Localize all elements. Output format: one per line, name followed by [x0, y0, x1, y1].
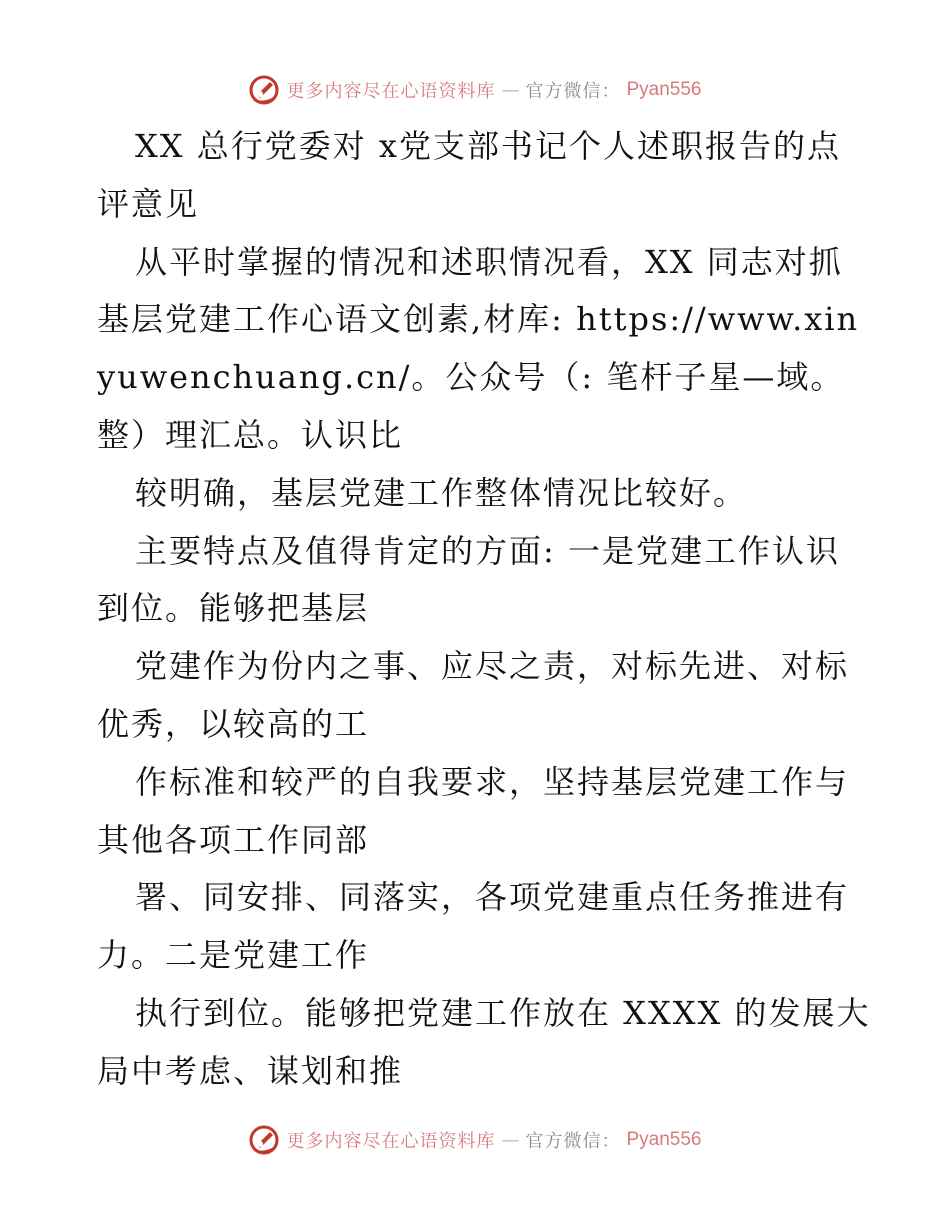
title-line-1: XX 总行党委对 x党支部书记个人述职报告的点 [135, 127, 841, 165]
footer-wechat-id: Pyan556 [626, 1129, 702, 1150]
footer-brand-text: 更多内容尽在心语资料库 [286, 1131, 496, 1152]
header-separator: — [501, 79, 520, 101]
paragraph-line: 党建作为份内之事、应尽之责，对标先进、对标 [135, 647, 850, 686]
paragraph-line: 作标准和较严的自我要求，坚持基层党建工作与 [135, 762, 850, 801]
paragraph-line: 其他各项工作同部 [97, 820, 370, 859]
header-wechat-id: Pyan556 [626, 79, 702, 100]
red-circle-logo-icon [248, 74, 280, 106]
paragraph-line: 较明确，基层党建工作整体情况比较好。 [135, 473, 748, 512]
document-body [97, 118, 871, 1101]
paragraph-line: 优秀，以较高的工 [97, 704, 370, 743]
header-official-label: 官方微信： [525, 81, 621, 102]
title-line-2: 评意见 [97, 184, 200, 223]
paragraph-line: 力。二是党建工作 [97, 936, 370, 975]
paragraph-line: 整）理汇总。认识比 [97, 415, 404, 454]
footer-official-label: 官方微信： [525, 1131, 621, 1152]
paragraph-line: 到位。能够把基层 [97, 589, 370, 628]
paragraph-line: 主要特点及值得肯定的方面: 一是党建工作认识 [135, 531, 840, 570]
paragraph-line: yuwenchuang.cn/。公众号（: 笔杆子星—域。 [97, 358, 845, 397]
paragraph-line: 署、同安排、同落实，各项党建重点任务推进有 [135, 878, 850, 917]
header-banner [0, 70, 950, 110]
header-brand-text: 更多内容尽在心语资料库 [286, 81, 496, 102]
paragraph-line: 执行到位。能够把党建工作放在 XXXX 的发展大 [135, 993, 871, 1032]
footer-separator: — [501, 1129, 520, 1151]
paragraph-line: 局中考虑、谋划和推 [97, 1051, 404, 1090]
footer-banner [0, 1120, 950, 1160]
paragraph-line: 基层党建工作心语文创素,材库: https://www.xin [97, 300, 860, 339]
paragraph-line: 从平时掌握的情况和述职情况看，XX 同志对抓 [135, 242, 843, 281]
red-circle-logo-icon [248, 1124, 280, 1156]
